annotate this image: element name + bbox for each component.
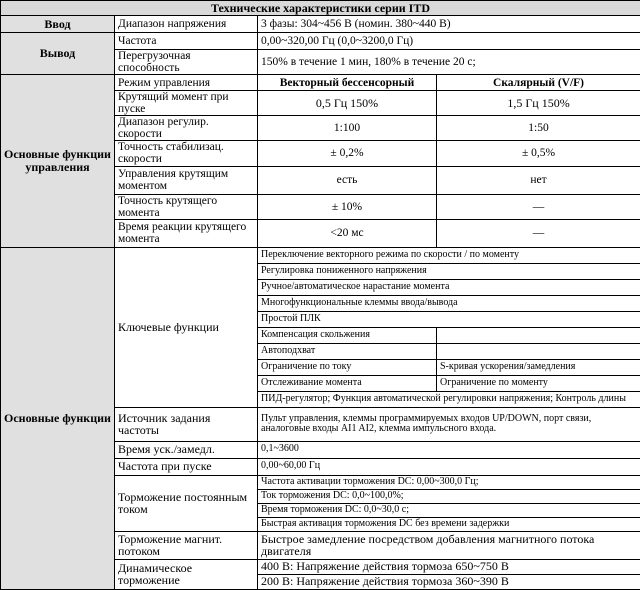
key-function-item <box>437 327 640 343</box>
control-param: Время реакции крутящего момента <box>115 219 258 247</box>
scalar-value: ± 0,5% <box>437 141 640 166</box>
control-param: Диапазон регулир. скорости <box>115 116 258 141</box>
function-param: Источник задания частоты <box>115 407 258 441</box>
dc-brake-line: Ток торможения DC: 0,0~100,0%; <box>258 489 640 503</box>
dc-brake-param: Торможение постоянным током <box>115 475 258 531</box>
key-function-item: Ограничение по моменту <box>437 375 640 391</box>
key-function-item: Автоподхват <box>258 343 437 359</box>
key-function-item: Регулировка пониженного напряжения <box>258 263 640 279</box>
vector-value: 0,5 Гц 150% <box>258 91 437 116</box>
dc-brake-line: Время торможения DC: 0,0~30,0 с; <box>258 503 640 517</box>
scalar-value: — <box>437 194 640 219</box>
table-title: Технические характеристики серии ITD <box>1 1 640 16</box>
function-value: 0,00~60,00 Гц <box>258 458 640 475</box>
scalar-value: — <box>437 219 640 247</box>
vector-value: <20 мс <box>258 219 437 247</box>
key-function-item: Многофункциональные клеммы ввода/вывода <box>258 295 640 311</box>
key-function-item: ПИД-регулятор; Функция автоматической регулировки напряжения; Контроль длины <box>258 391 640 407</box>
function-param: Частота при пуске <box>115 458 258 475</box>
output-param: Перегрузочная способность <box>115 50 258 75</box>
input-section-label: Ввод <box>1 16 115 33</box>
input-value: 3 фазы: 304~456 В (номин. 380~440 В) <box>258 16 640 33</box>
dc-brake-line: Быстрая активация торможения DC без времени задержки <box>258 517 640 531</box>
vector-value: ± 0,2% <box>258 141 437 166</box>
dynamic-brake-line: 400 В: Напряжение действия тормоза 650~750 В <box>258 559 640 574</box>
input-param: Диапазон напряжения <box>115 16 258 33</box>
function-value: Пульт управления, клеммы программируемых входов UP/DOWN, порт связи, аналоговые входы AI1 AI2, клемма импульсного входа. <box>258 407 640 441</box>
function-param: Время уск./замедл. <box>115 441 258 458</box>
functions-section-label: Основные функции <box>1 247 115 589</box>
key-functions-label: Ключевые функции <box>115 247 258 407</box>
dc-brake-line: Частота активации торможения DC: 0,00~300,0 Гц; <box>258 475 640 489</box>
output-value: 150% в течение 1 мин, 180% в течение 20 с; <box>258 50 640 75</box>
control-mode-label: Режим управления <box>115 75 258 91</box>
dynamic-brake-param: Динамическое торможение <box>115 559 258 589</box>
flux-brake-param: Торможение магнит. потоком <box>115 531 258 559</box>
key-function-item: Компенсация скольжения <box>258 327 437 343</box>
key-function-item: Отслеживание момента <box>258 375 437 391</box>
vector-value: 1:100 <box>258 116 437 141</box>
key-function-item: S-кривая ускорения/замедления <box>437 359 640 375</box>
control-param: Управления крутящим моментом <box>115 166 258 194</box>
scalar-mode-header: Скалярный (V/F) <box>437 75 640 91</box>
function-value: 0,1~3600 <box>258 441 640 458</box>
scalar-value: 1:50 <box>437 116 640 141</box>
scalar-value: нет <box>437 166 640 194</box>
vector-value: ± 10% <box>258 194 437 219</box>
control-section-label: Основные функции управления <box>1 75 115 248</box>
control-param: Точность стабилизац. скорости <box>115 141 258 166</box>
key-function-item <box>437 343 640 359</box>
scalar-value: 1,5 Гц 150% <box>437 91 640 116</box>
output-param: Частота <box>115 33 258 50</box>
key-function-item: Ручное/автоматическое нарастание момента <box>258 279 640 295</box>
key-function-item: Простой ПЛК <box>258 311 640 327</box>
output-section-label: Вывод <box>1 33 115 75</box>
control-param: Крутящий момент при пуске <box>115 91 258 116</box>
vector-mode-header: Векторный бессенсорный <box>258 75 437 91</box>
dynamic-brake-line: 200 В: Напряжение действия тормоза 360~390 В <box>258 574 640 589</box>
control-param: Точность крутящего момента <box>115 194 258 219</box>
flux-brake-value: Быстрое замедление посредством добавления магнитного потока двигателя <box>258 531 640 559</box>
key-function-item: Переключение векторного режима по скорости / по моменту <box>258 247 640 263</box>
key-function-item: Ограничение по току <box>258 359 437 375</box>
output-value: 0,00~320,00 Гц (0,0~3200,0 Гц) <box>258 33 640 50</box>
vector-value: есть <box>258 166 437 194</box>
